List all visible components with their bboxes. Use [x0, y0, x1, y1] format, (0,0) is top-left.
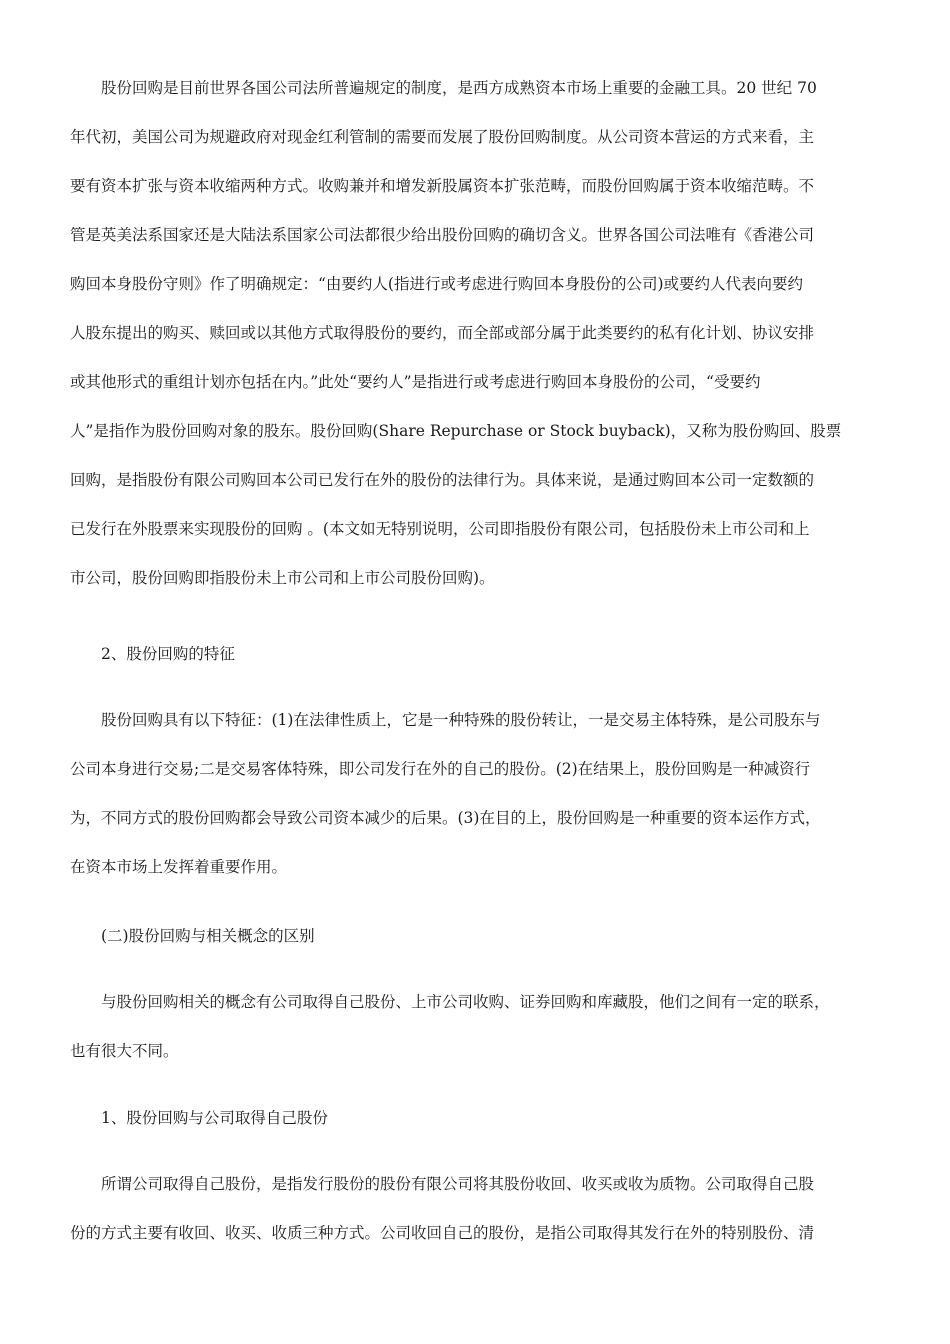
text-line: 在资本市场上发挥着重要作用。 [70, 858, 288, 876]
text-line: 与股份回购相关的概念有公司取得自己股份、上市公司收购、证券回购和库藏股，他们之间有一定的联系， [101, 993, 830, 1011]
section-heading: (二)股份回购与相关概念的区别 [101, 927, 315, 945]
text-line: 股份回购是目前世界各国公司法所普遍规定的制度，是西方成熟资本市场上重要的金融工具。20 世纪 70 [101, 79, 817, 97]
text-line: 份的方式主要有收回、收买、收质三种方式。公司收回自己的股份，是指公司取得其发行在外的特别股份、清 [70, 1224, 815, 1242]
text-line: 股份回购具有以下特征：(1)在法律性质上，它是一种特殊的股份转让，一是交易主体特殊，是公司股东与 [101, 711, 821, 729]
text-line: 人股东提出的购买、赎回或以其他方式取得股份的要约，而全部或部分属于此类要约的私有化计划、协议安排 [70, 324, 815, 342]
heading-own-shares [70, 1094, 882, 1143]
text-line: 为，不同方式的股份回购都会导致公司资本减少的后果。(3)在目的上，股份回购是一种重要的资本运作方式， [70, 809, 821, 827]
text-line: 已发行在外股票来实现股份的回购 。(本文如无特别说明，公司即指股份有限公司，包括股份未上市公司和上 [70, 520, 810, 538]
paragraph-features [70, 696, 882, 892]
text-line: 要有资本扩张与资本收缩两种方式。收购兼并和增发新股属资本扩张范畴，而股份回购属于资本收缩范畴。不 [70, 177, 815, 195]
paragraph-own-shares [70, 1160, 882, 1258]
text-line: 也有很大不同。 [70, 1042, 179, 1060]
section-heading: 1、股份回购与公司取得自己股份 [101, 1109, 328, 1127]
paragraph-intro [70, 64, 882, 603]
text-line: 市公司，股份回购即指股份未上市公司和上市公司股份回购)。 [70, 569, 495, 587]
text-line: 人”是指作为股份回购对象的股东。股份回购(Share Repurchase or Stock buyback)，又称为股份购回、股票 [70, 422, 842, 440]
text-line: 管是英美法系国家还是大陆法系国家公司法都很少给出股份回购的确切含义。世界各国公司法唯有《香港公司 [70, 226, 815, 244]
text-line: 年代初，美国公司为规避政府对现金红利管制的需要而发展了股份回购制度。从公司资本营运的方式来看，主 [70, 128, 815, 146]
heading-features [70, 630, 882, 679]
text-line: 所谓公司取得自己股份，是指发行股份的股份有限公司将其股份收回、收买或收为质物。公司取得自己股 [101, 1175, 815, 1193]
paragraph-related-concepts [70, 978, 882, 1076]
text-line: 公司本身进行交易;二是交易客体特殊，即公司发行在外的自己的股份。(2)在结果上，股份回购是一种减资行 [70, 760, 811, 778]
text-line: 购回本身股份守则》作了明确规定：“由要约人(指进行或考虑进行购回本身股份的公司)或要约人代表向要约 [70, 275, 804, 293]
text-line: 回购，是指股份有限公司购回本公司已发行在外的股份的法律行为。具体来说，是通过购回本公司一定数额的 [70, 471, 815, 489]
text-line: 或其他形式的重组计划亦包括在内。”此处“要约人”是指进行或考虑进行购回本身股份的公司，“受要约 [70, 373, 761, 391]
section-heading: 2、股份回购的特征 [101, 645, 235, 663]
heading-differences [70, 912, 882, 961]
